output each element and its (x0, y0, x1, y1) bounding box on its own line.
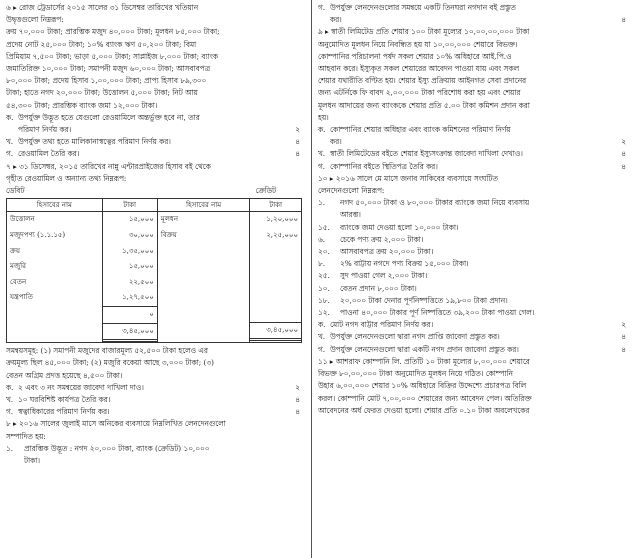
q6-data-line: ৫৪,৩০০ টাকা; প্রারম্ভিক ব্যাংক জমা ১২,০০০ টাকা। (6, 100, 158, 110)
q7-adjust-line: বেতন অগ্রিম প্রদত্ত হয়েছে ৪,৫০০ টাকা। (6, 370, 123, 380)
q6-question-a (6, 112, 306, 124)
q7-question-c (6, 406, 306, 418)
q10-item (318, 283, 632, 295)
account-name (7, 306, 102, 322)
question-text: পরিমাণ নির্ণয় কর। (18, 125, 72, 135)
q9-line: আহবান করে। ইস্যুকৃত সকল শেয়ারের আবেদন পাওয়া যায় এবং সকল (318, 64, 520, 74)
debit-amounts-cell (102, 212, 157, 343)
question-label: গ. (6, 407, 14, 417)
question-label: খ. (6, 137, 14, 147)
question-text: ১০ ঘরবিশিষ্ট কার্যপত্র তৈরি কর। (18, 395, 111, 405)
marks: ৪ (621, 332, 626, 342)
q10-question-c (318, 344, 632, 356)
account-name: মূলধন (160, 215, 179, 224)
q6-question-a-cont (6, 124, 306, 136)
q9-line: জন্য এটর্নিকে ফি বাবদ ২,০০,০০০ টাকা পরিশোধ করা হয় এবং শেয়ার (318, 88, 521, 98)
q10-intro-1: ১০ ▸ ২০১৬ সালে মে মাসে জনাব সাকিবের ব্যবসায়ে সংঘটিত (318, 173, 498, 183)
item-number: ২৫. (318, 271, 330, 281)
question-text: স্বাতী লিমিটেডের বইতে শেয়ার ইস্যুসংক্রান্ত জাবেদা দাখিলা দেখাও। (330, 149, 523, 159)
q9-line: কোম্পানির পরিচালনা পর্ষদ সকল শেয়ার ১০% অধিহারে আই.পি.ও (318, 51, 512, 61)
q6-question-b (6, 136, 306, 148)
item-number: ১৮. (318, 295, 330, 305)
q6-data-line: জমাতিরিক্ত ১০,০০০ টাকা; সমাপনী মজুদ ৬০,০০০ টাকা; আসবাবপত্র (6, 64, 210, 74)
debit-names-cell (7, 212, 103, 343)
item-text: আসবাবপত্র ক্রয় ২০,০০০ টাকা। (340, 247, 434, 257)
item-number: ১. (318, 198, 326, 208)
item-number: ৮. (318, 259, 326, 269)
question-text: মোট নগদ বাট্টার পরিমাণ নির্ণয় কর। (330, 320, 434, 330)
debit-label: ডেবিট (6, 186, 25, 196)
question-label: ক. (6, 112, 14, 122)
amount: ১,২৭,৫০০ (103, 290, 157, 307)
account-name: যন্ত্রপাতি (10, 293, 33, 302)
q6-data-line: প্রদেয় নোট ২৫,০০০ টাকা; ১০% ব্যাংক ঋণ ৫০,২০০ টাকা; বিমা (6, 39, 197, 49)
q7-adjust-line: ক্রয়মূল্য ছিল ৪৫,০০০ টাকা; (২) মজুরি বকেয়া আছে ৩,০০০ টাকা; (৩) (6, 358, 214, 368)
left-column (6, 2, 306, 467)
q10-item (318, 234, 632, 246)
marks: ৪ (621, 149, 626, 159)
q10-item (318, 197, 632, 209)
amount: ০ (149, 310, 154, 319)
q9-line: শেয়ার যথারীতি বণ্টিত হয়। শেয়ার ইস্যু প্রক্রিয়ায় আইনগত সেবা প্রদানের (318, 76, 527, 86)
marks: ২ (295, 125, 300, 135)
q6-intro-2: উদ্বৃত্তগুলো নিম্নরূপ: (6, 15, 64, 25)
question-text: উপর্যুক্ত উদ্ভূত হতে যেগুলো রেওয়ামিলে অন্তর্ভুক্ত হবে না, তার (18, 112, 200, 122)
q7-adjust-line: সমন্বয়সমূহ: (১) সমাপনী মজুদের বাজারমূল্য ৫২,৫০০ টাকা হলেও এর (6, 346, 208, 356)
q9-line: হয়। (318, 112, 329, 122)
q9-line: অনুমোদিত মূলধন নিয়ে নিবন্ধিত হয় যা ১০,০০,০০০ শেয়ারে বিভক্ত। (318, 39, 518, 49)
q8-item-1 (6, 443, 306, 455)
question-text: কর। (330, 15, 342, 25)
q7-intro-2: গৃহীত রেওয়ামিল ও অন্যান্য তথ্য নিম্নরূপ: (6, 173, 127, 183)
marks: ৪ (621, 15, 626, 25)
q10-item (318, 222, 632, 234)
table-header-row (7, 199, 302, 212)
question-label: ক. (6, 382, 14, 392)
spacer (250, 244, 301, 260)
amount: ২,২৫,০০০ (266, 231, 298, 240)
amount: ১,২০,০০০ (266, 215, 298, 224)
q10-item (318, 295, 632, 307)
amount: ২২,৫০০ (128, 277, 154, 286)
column-header: টাকা (250, 199, 302, 212)
question-label: খ. (318, 332, 326, 342)
q8-intro-1: ৮ ▸ ২০১৬ সালের জুলাই মাসে অনিকের ব্যবসায়ে নিম্নলিখিত লেনদেনগুলো (6, 419, 226, 429)
item-text: ২০,০০০ টাকা দেনার পূর্ণনিষ্পত্তিতে ১৯,৮০০ টাকা প্রদান। (340, 295, 508, 305)
q6-data-line: টাকা; হাতে নগদ ২০,০০০ টাকা; উত্তোলন ৫,০০০ টাকা; নিট আয় (6, 88, 198, 98)
right-column (318, 2, 632, 417)
question-label: ক. (318, 125, 326, 135)
question-text: কোম্পানির শেয়ার অধিহার এবং ব্যাংক কমিশনের পরিমাণ নির্ণয় (330, 125, 511, 135)
top-question-c-cont (318, 14, 632, 26)
q6-intro-1: ৬ ▸ রোজ ট্রেডার্সের ২০১৫ সালের ৩১ ডিসেম্বর তারিখের খতিয়ান (6, 3, 199, 12)
item-number: ১০. (318, 283, 330, 293)
trial-balance-dr-cr (6, 185, 306, 197)
column-header: হিসাবের নাম (7, 199, 103, 212)
question-text: স্বত্বাধিকারের পরিমাণ নির্ণয় কর। (18, 407, 110, 417)
item-text: ২% বাট্টায় নগদে পণ্য বিক্রয় ১৫,০০০ টাকা। (340, 259, 469, 269)
question-label: খ. (6, 395, 14, 405)
item-text: চেকে পণ্য ক্রয় ২,০০০ টাকা। (340, 234, 424, 244)
spacer (250, 306, 301, 322)
item-text: পাওনা ৪০,০০০ টাকার পূর্ণ নিষ্পত্তিতে ৩৯,২০০ টাকা পাওয়া গেল। (340, 308, 535, 318)
question-text: উপর্যুক্ত লেনদেনগুলো দ্বারা একটি নগদ প্রদান জাবেদা প্রস্তুত কর। (330, 344, 519, 354)
q7-question-b (6, 394, 306, 406)
q10-question-b (318, 331, 632, 343)
q10-item (318, 246, 632, 258)
q10-item (318, 258, 632, 270)
amount: ১৫,০০০ (128, 215, 154, 224)
q9-line: ৯ ▸ স্বাতী লিমিটেড প্রতি শেয়ার ১০০ টাকা মূল্যের ১০,০০,০০,০০০ টাকা (318, 27, 530, 37)
question-text: উপর্যুক্ত লেনদেনগুলো দ্বারা নগদ প্রাপ্তি জাবেদা প্রস্তুত কর। (330, 332, 500, 342)
column-divider (311, 0, 312, 558)
item-number: ১৫. (318, 222, 330, 232)
account-name: উত্তোলন (10, 215, 35, 224)
question-label: গ. (318, 344, 326, 354)
credit-amounts-cell (250, 212, 302, 343)
q9-line: মূলধন আদায়ের জন্য ব্যাংককে শেয়ার প্রতি ৫.০০ টাকা কমিশন প্রদান করা (318, 100, 530, 110)
question-label: খ. (318, 149, 326, 159)
column-header: টাকা (102, 199, 157, 212)
q6-question-c (6, 148, 306, 160)
item-text: ব্যাংকে জমা দেওয়া হলো ১০,০০০ টাকা। (340, 222, 459, 232)
item-text: নগদ ৫০,০০০ টাকা ও ৮০,০০০ টাকার ব্যাংকে জমা নিয়ে ব্যবসায় (340, 198, 530, 208)
account-name: বেতন (10, 277, 27, 286)
q11-line: বিভক্ত ৮০,০০,০০০ টাকা অনুমোদিত মূলধন নিয়ে গঠিত। কোম্পানি (318, 369, 513, 379)
q11-line: ১১ ▸ আশরাফ কোম্পানি লি. প্রতিটি ১০ টাকা মূল্যের ৮,০০,০০০ শেয়ারে (318, 356, 530, 366)
total-credit: ৩,৪৫,০০০ (250, 322, 301, 342)
q9-question-b (318, 148, 632, 160)
account-name: ক্রয় (10, 246, 20, 255)
q10-item (318, 270, 632, 282)
q10-item (318, 307, 632, 319)
amount: ১৫,০০০ (128, 262, 154, 271)
q8-intro-2: সম্পাদিত হয়: (6, 431, 46, 441)
item-number: ১. (6, 443, 14, 453)
q9-question-a (318, 124, 632, 136)
account-name: মজুরি (10, 262, 27, 271)
spacer (250, 275, 301, 291)
marks: ৪ (621, 161, 626, 171)
question-text: উপর্যুক্ত তথ্য হতে মালিকানাস্বত্বের পরিমাণ নির্ণয় কর। (18, 137, 171, 147)
q11-line: করল। কোম্পানি মোট ৭,০০,০০০ শেয়ারের জন্য আবেদন পেল। অতিরিক্ত (318, 393, 532, 403)
q6-data-line: প্রিমিয়াম ৭,৫০০ টাকা; ভাড়া ৫,০০০ টাকা; সাপ্লাইজ ৮,০০০ টাকা; ব্যাংক (6, 51, 218, 61)
question-label: গ. (318, 3, 326, 12)
amount: ১,৩৫,০০০ (122, 246, 154, 255)
question-text: কর। (330, 137, 342, 147)
marks: ৪ (295, 137, 300, 147)
q10-intro-2: লেনদেনগুলো নিম্নরূপ: (318, 186, 385, 196)
q11-line: উহার ৬,০০,০০০ শেয়ার ১০% অধিহারে বিক্রির উদ্দেশ্যে প্রচারপত্র বিলি (318, 381, 527, 391)
q6-data-line: ক্রয় ৭০,০০০ টাকা; প্রারম্ভিক মজুদ ৪০,০০০ টাকা; মূলধন ৮৫,০০০ টাকা; (6, 27, 220, 37)
question-label: ক. (318, 320, 326, 330)
spacer (250, 290, 301, 306)
q11-line: আবেদনের অর্ধ ফেরত দেওয়া হলো। শেয়ার প্রতি ০.১০ টাকা অবলেখকের (318, 405, 530, 415)
marks: ৪ (621, 344, 626, 354)
account-name: মজুদপণ্য (১.১.১৫) (10, 231, 66, 240)
question-text: উপর্যুক্ত লেনদেনগুলোর সমন্বয়ে একটি তিনঘরা নগদান বই প্রস্তুত (330, 3, 516, 12)
question-text: কোম্পানির বইতে স্থিতিপত্র তৈরি কর। (330, 161, 438, 171)
credit-label: ক্রেডিট (255, 186, 276, 196)
item-text: প্রারম্ভিক উদ্ভূত : নগদ ২০,০০০ টাকা, ব্যাংক (ক্রেডিট) ১০,০০০ (24, 443, 210, 453)
marks: ৪ (295, 395, 300, 405)
q10-question-a (318, 319, 632, 331)
item-number: ২০. (318, 247, 330, 257)
trial-balance-table (6, 198, 302, 343)
question-text: রেওয়ামিল তৈরি কর। (18, 149, 80, 159)
q7-intro-1: ৭ ▸ ৩১ ডিসেম্বর, ২০১৫ তারিখের নান্নু এন্টারপ্রাইজের হিসাব বই থেকে (6, 161, 211, 171)
marks: ২ (295, 382, 300, 392)
q7-question-a (6, 382, 306, 394)
q9-question-a-cont (318, 136, 632, 148)
table-body-row (7, 212, 302, 343)
item-text: বেতন প্রদান ৮,০০০ টাকা। (340, 283, 417, 293)
question-label: গ. (318, 161, 326, 171)
item-number: ৬. (318, 234, 326, 244)
question-text: ২ এবং ৩ নং সমন্বয়ের জাবেদা দাখিলা দাও। (18, 382, 144, 392)
q10-item-cont: আরম্ভ। (340, 210, 361, 220)
total-debit: ৩,৪৫,০০০ (103, 323, 157, 343)
amount: ৩০,০০০ (128, 231, 154, 240)
marks: ৪ (295, 407, 300, 417)
marks: ২ (621, 137, 626, 147)
column-header: হিসাবের নাম (157, 199, 250, 212)
account-name: বিক্রয় (160, 231, 177, 240)
marks: ৪ (295, 149, 300, 159)
item-text: সুদ পাওয়া গেল ২,০০০ টাকা। (340, 271, 428, 281)
top-question-c (318, 2, 632, 14)
q9-question-c (318, 161, 632, 173)
item-number: ১২. (318, 308, 330, 318)
spacer (7, 322, 102, 338)
question-label: গ. (6, 149, 14, 159)
q6-data-line: ৮০,০০০ টাকা; প্রদেয় হিসাব ১,০০,০০০ টাকা; প্রাপ্য হিসাব ৮৯,৩০০ (6, 76, 207, 86)
q8-item-1-cont: টাকা। (24, 456, 40, 466)
marks: ২ (621, 320, 626, 330)
spacer (250, 259, 301, 275)
credit-names-cell (157, 212, 250, 343)
